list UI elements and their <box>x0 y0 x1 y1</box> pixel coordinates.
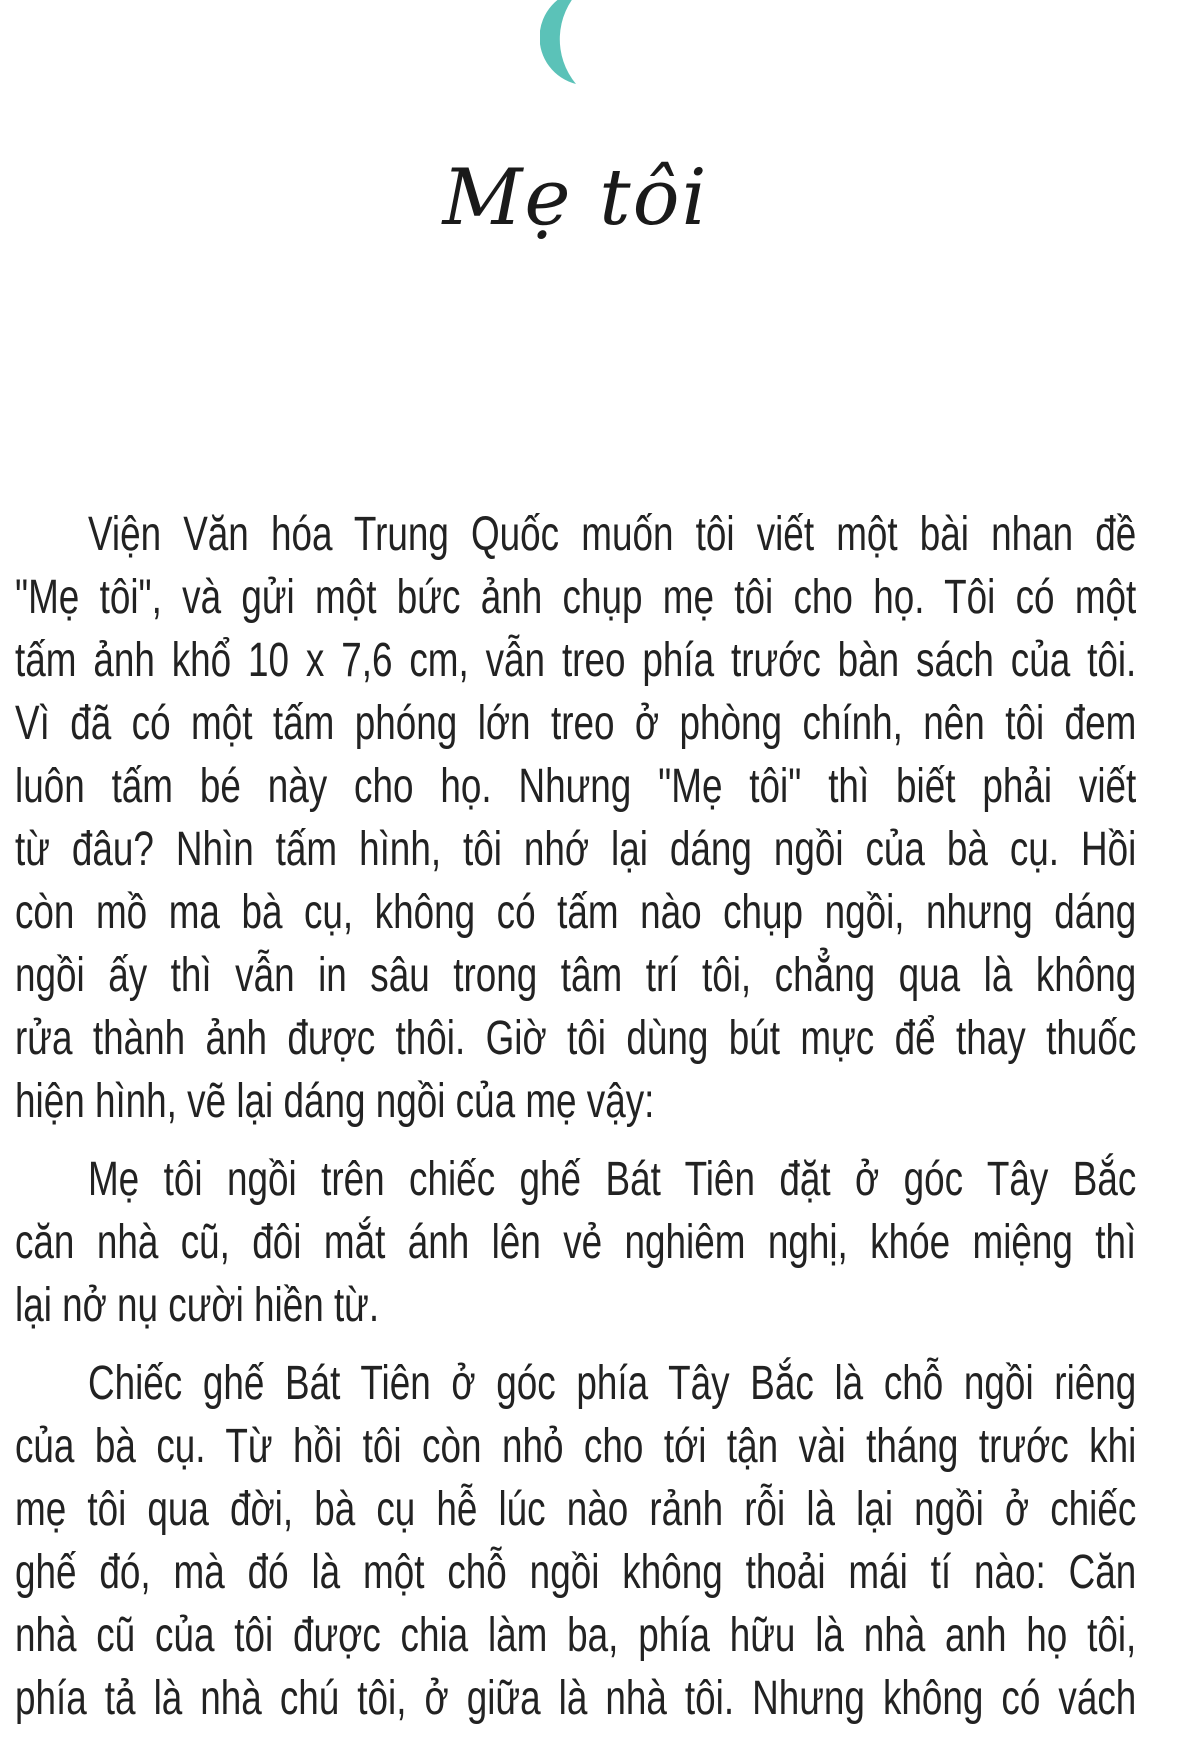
paragraph <box>15 503 1136 1133</box>
text-line: phía tả là nhà chú tôi, ở giữa là nhà tôi. Nhưng không có vách <box>15 1672 1137 1725</box>
text-line: Viện Văn hóa Trung Quốc muốn tôi viết một bài nhan đề <box>87 508 1137 561</box>
text-line: "Mẹ tôi", và gửi một bức ảnh chụp mẹ tôi cho họ. Tôi có một <box>15 571 1137 624</box>
text-line: của bà cụ. Từ hồi tôi còn nhỏ cho tới tận vài tháng trước khi <box>15 1420 1137 1473</box>
crescent-moon-shape <box>540 0 580 84</box>
text-line: còn mồ ma bà cụ, không có tấm nào chụp ngồi, nhưng dáng <box>15 886 1137 939</box>
chapter-title: Mẹ tôi <box>442 153 709 243</box>
text-line: ngồi ấy thì vẫn in sâu trong tâm trí tôi, chẳng qua là không <box>15 949 1137 1002</box>
text-line: ghế đó, mà đó là một chỗ ngồi không thoải mái tí nào: Căn <box>15 1546 1137 1599</box>
text-line: từ đâu? Nhìn tấm hình, tôi nhớ lại dáng ngồi của bà cụ. Hồi <box>15 823 1137 876</box>
paragraph <box>15 1148 1136 1337</box>
text-line: Mẹ tôi ngồi trên chiếc ghế Bát Tiên đặt ở góc Tây Bắc <box>87 1153 1137 1206</box>
text-line: hiện hình, vẽ lại dáng ngồi của mẹ vậy: <box>15 1075 655 1128</box>
paragraph <box>15 1352 1136 1730</box>
crescent-moon-icon <box>540 0 600 92</box>
text-line: Vì đã có một tấm phóng lớn treo ở phòng chính, nên tôi đem <box>15 697 1137 750</box>
text-line: nhà cũ của tôi được chia làm ba, phía hữu là nhà anh họ tôi, <box>15 1609 1137 1662</box>
text-line: luôn tấm bé này cho họ. Nhưng "Mẹ tôi" thì biết phải viết <box>15 760 1137 813</box>
text-line: mẹ tôi qua đời, bà cụ hễ lúc nào rảnh rỗi là lại ngồi ở chiếc <box>15 1483 1137 1536</box>
text-line: Chiếc ghế Bát Tiên ở góc phía Tây Bắc là chỗ ngồi riêng <box>87 1357 1137 1410</box>
body-text <box>15 503 1136 1730</box>
text-line: căn nhà cũ, đôi mắt ánh lên vẻ nghiêm nghị, khóe miệng thì <box>15 1216 1137 1269</box>
text-line: lại nở nụ cười hiền từ. <box>15 1279 380 1332</box>
text-line: rửa thành ảnh được thôi. Giờ tôi dùng bút mực để thay thuốc <box>15 1012 1137 1065</box>
text-line: tấm ảnh khổ 10 x 7,6 cm, vẫn treo phía trước bàn sách của tôi. <box>15 634 1137 687</box>
